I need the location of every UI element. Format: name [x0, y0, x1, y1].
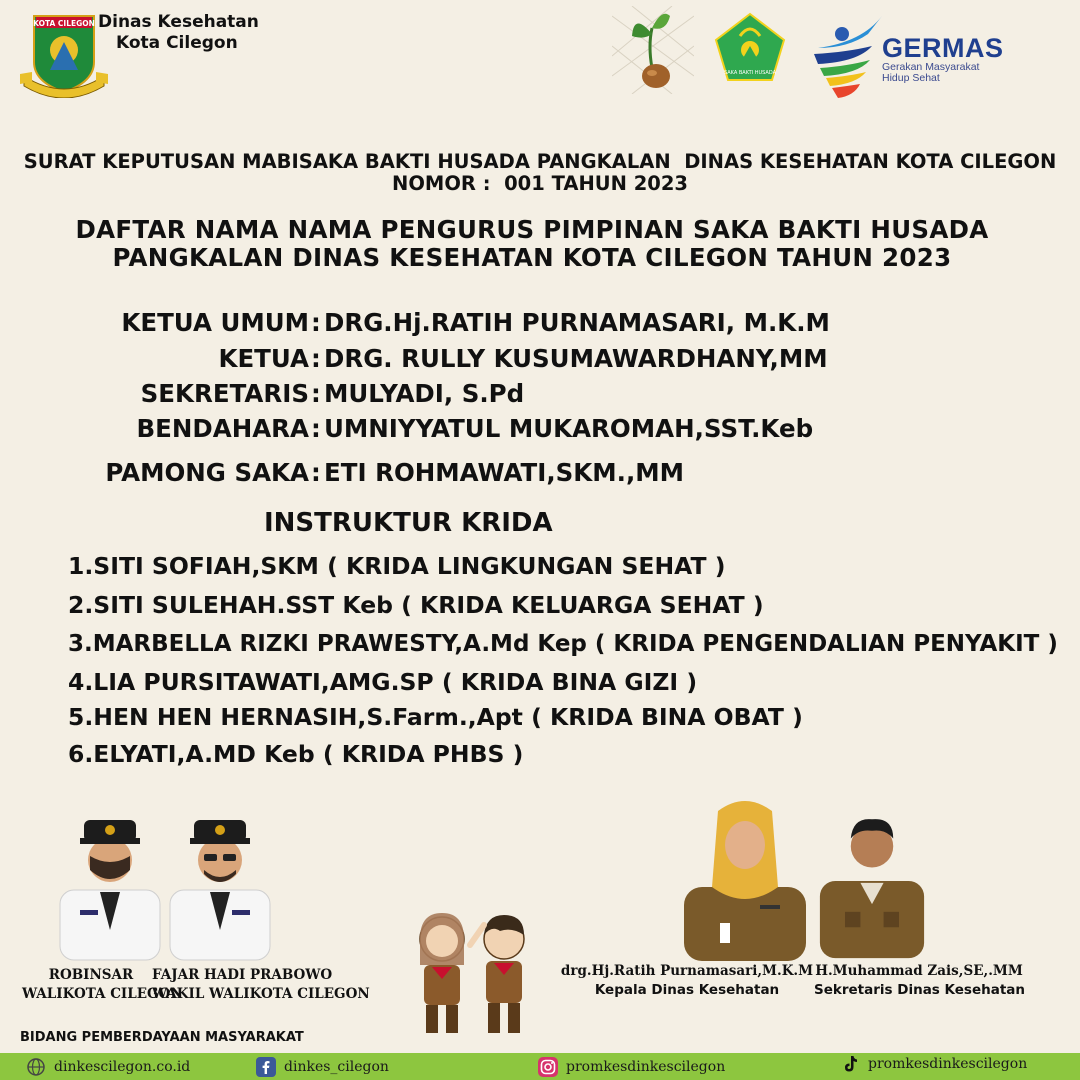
mayor-title: WALIKOTA CILEGON	[22, 986, 183, 1002]
scout-mascots-illustration	[404, 904, 544, 1036]
website-text: dinkescilegon.co.id	[54, 1058, 191, 1075]
krida-item-2: 2.SITI SULEHAH.SST Keb ( KRIDA KELUARGA SEHAT )	[68, 591, 764, 619]
mayor-caption	[22, 966, 183, 1004]
role-sekretaris	[0, 379, 1080, 409]
photo-secretary	[812, 798, 932, 962]
footer-tiktok[interactable]	[840, 1050, 1027, 1077]
role-value: MULYADI, S.Pd	[324, 379, 525, 408]
krida-item-3: 3.MARBELLA RIZKI PRAWESTY,A.Md Kep ( KRIDA PENGENDALIAN PENYAKIT )	[68, 631, 1058, 657]
title-line-1: DAFTAR NAMA NAMA PENGURUS PIMPINAN SAKA BAKTI HUSADA	[75, 215, 989, 244]
role-ketua-umum	[0, 308, 1080, 338]
document-title	[0, 216, 1064, 272]
role-value: DRG.Hj.RATIH PURNAMASARI, M.K.M	[324, 308, 830, 337]
role-colon: :	[311, 414, 321, 443]
tiktok-icon	[840, 1054, 860, 1074]
head-of-health-office-caption	[560, 962, 814, 1000]
instagram-text: promkesdinkescilegon	[566, 1058, 726, 1075]
kota-cilegon-emblem	[20, 12, 108, 98]
role-label: PAMONG SAKA	[105, 458, 309, 487]
instagram-icon	[538, 1057, 558, 1077]
role-label: KETUA	[218, 344, 309, 373]
globe-icon	[26, 1057, 46, 1077]
division-label: BIDANG PEMBERDAYAAN MASYARAKAT	[20, 1030, 304, 1045]
facebook-text: dinkes_cilegon	[284, 1058, 389, 1075]
mayor-name: ROBINSAR	[48, 967, 134, 983]
footer-website[interactable]	[26, 1053, 190, 1080]
vice-mayor-name: FAJAR HADI PRABOWO	[152, 967, 333, 983]
role-label: KETUA UMUM	[121, 308, 309, 337]
germas-logo-mark	[808, 12, 888, 100]
svg-text:KOTA CILEGON: KOTA CILEGON	[33, 19, 95, 28]
role-value: UMNIYYATUL MUKAROMAH,SST.Keb	[324, 414, 814, 443]
agency-line-2: Kota Cilegon	[116, 33, 238, 53]
title-line-2: PANGKALAN DINAS KESEHATAN KOTA CILEGON TAHUN 2023	[112, 243, 952, 272]
decree-heading	[0, 151, 1080, 195]
photo-mayor	[50, 798, 170, 962]
germas-title: GERMAS	[882, 33, 1004, 63]
role-colon: :	[311, 308, 321, 337]
germas-subtitle-2: Hidup Sehat	[882, 72, 940, 84]
secretary-title: Sekretaris Dinas Kesehatan	[814, 982, 1026, 998]
saka-bakti-husada-logo	[712, 12, 788, 84]
role-value: ETI ROHMAWATI,SKM.,MM	[324, 458, 685, 487]
krida-item-1: 1.SITI SOFIAH,SKM ( KRIDA LINGKUNGAN SEHAT )	[68, 552, 726, 580]
footer-facebook[interactable]	[256, 1053, 389, 1080]
decree-number: NOMOR : 001 TAHUN 2023	[392, 172, 688, 195]
role-value: DRG. RULLY KUSUMAWARDHANY,MM	[324, 344, 828, 373]
germas-subtitle-1: Gerakan Masyarakat	[882, 61, 980, 73]
role-label: SEKRETARIS	[140, 379, 309, 408]
vice-mayor-caption	[152, 966, 370, 1004]
head-title: Kepala Dinas Kesehatan	[594, 982, 780, 998]
role-colon: :	[311, 379, 321, 408]
footer-instagram[interactable]	[538, 1053, 725, 1080]
krida-heading: INSTRUKTUR KRIDA	[264, 508, 553, 538]
photo-head-of-health-office	[680, 790, 810, 962]
agency-name	[98, 12, 259, 54]
head-name: drg.Hj.Ratih Purnamasari,M.K.M	[560, 963, 814, 979]
vice-mayor-title: WAKIL WALIKOTA CILEGON	[152, 986, 370, 1002]
sprout-seed-logo	[612, 6, 694, 94]
secretary-caption	[814, 962, 1024, 1000]
role-bendahara	[0, 414, 1080, 444]
agency-line-1: Dinas Kesehatan	[98, 12, 259, 32]
role-pamong-saka	[0, 458, 1080, 488]
krida-item-6: 6.ELYATI,A.MD Keb ( KRIDA PHBS )	[68, 740, 524, 768]
tiktok-text: promkesdinkescilegon	[868, 1055, 1028, 1072]
role-label: BENDAHARA	[136, 414, 309, 443]
germas-wordmark	[882, 34, 1004, 84]
role-colon: :	[311, 344, 321, 373]
krida-item-4: 4.LIA PURSITAWATI,AMG.SP ( KRIDA BINA GIZI )	[68, 668, 698, 696]
photo-vice-mayor	[160, 798, 280, 962]
facebook-icon	[256, 1057, 276, 1077]
secretary-name: H.Muhammad Zais,SE,.MM	[815, 963, 1023, 979]
role-colon: :	[311, 458, 321, 487]
decree-line-1: SURAT KEPUTUSAN MABISAKA BAKTI HUSADA PANGKALAN DINAS KESEHATAN KOTA CILEGON	[23, 150, 1057, 173]
footer-bar	[0, 1053, 1080, 1080]
role-ketua	[0, 344, 1080, 374]
krida-item-5: 5.HEN HEN HERNASIH,S.Farm.,Apt ( KRIDA BINA OBAT )	[68, 703, 803, 731]
svg-text:SAKA BAKTI HUSADA: SAKA BAKTI HUSADA	[723, 70, 777, 76]
